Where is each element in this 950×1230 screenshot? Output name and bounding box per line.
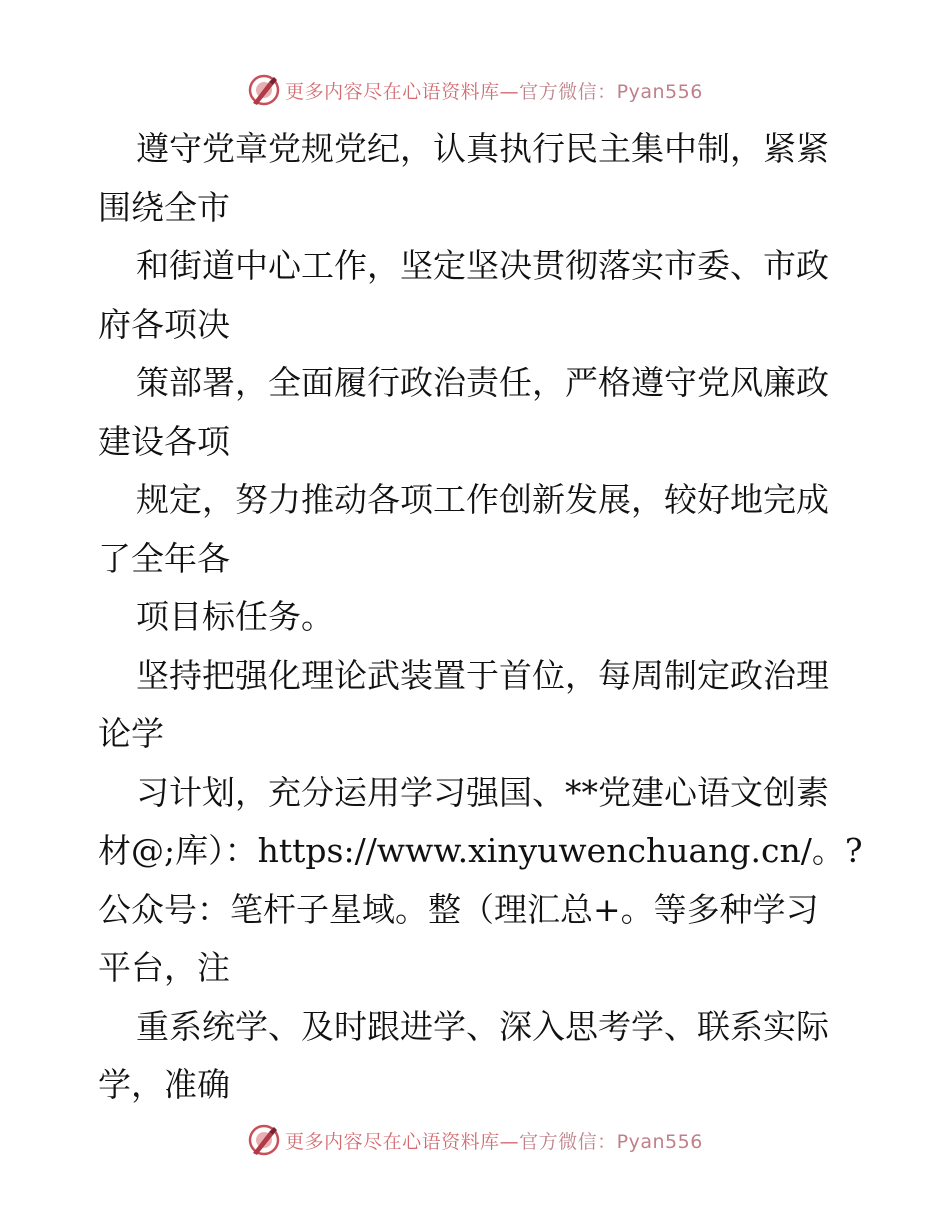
pen-logo-icon: [247, 1123, 281, 1157]
text-line: 习计划，充分运用学习强国、**党建心语文创素: [136, 772, 829, 812]
text-line: 遵守党章党规党纪，认真执行民主集中制，紧紧: [136, 129, 829, 168]
text-line: 府各项决: [98, 304, 230, 344]
text-line: 平台，注: [98, 948, 230, 987]
text-line: 项目标任务。: [136, 597, 334, 636]
text-line: 围绕全市: [98, 187, 230, 227]
text-line: 了全年各: [98, 538, 230, 578]
footer-watermark: [0, 1120, 950, 1160]
text-line: 重系统学、及时跟进学、深入思考学、联系实际: [136, 1006, 829, 1046]
text-line: 学，准确: [98, 1065, 230, 1104]
header-watermark-text: 更多内容尽在心语资料库—官方微信：Pyan556: [285, 80, 703, 103]
pen-logo-icon: [247, 73, 281, 107]
text-line: 规定，努力推动各项工作创新发展，较好地完成: [136, 480, 829, 519]
text-line: 坚持把强化理论武装置于首位，每周制定政治理: [136, 655, 829, 695]
header-watermark: [0, 70, 950, 110]
text-line: 论学: [98, 714, 164, 753]
text-line: 和街道中心工作，坚定坚决贯彻落实市委、市政: [136, 246, 829, 285]
text-line: 材@;库）：https://www.xinyuwenchuang.cn/。?: [98, 831, 863, 870]
text-line: 策部署，全面履行政治责任，严格遵守党风廉政: [136, 363, 829, 402]
document-body: [98, 120, 863, 1115]
text-line: 公众号：笔杆子星域。整（理汇总+。等多种学习: [98, 889, 819, 929]
text-line: 建设各项: [98, 421, 230, 461]
footer-watermark-text: 更多内容尽在心语资料库—官方微信：Pyan556: [285, 1130, 703, 1153]
